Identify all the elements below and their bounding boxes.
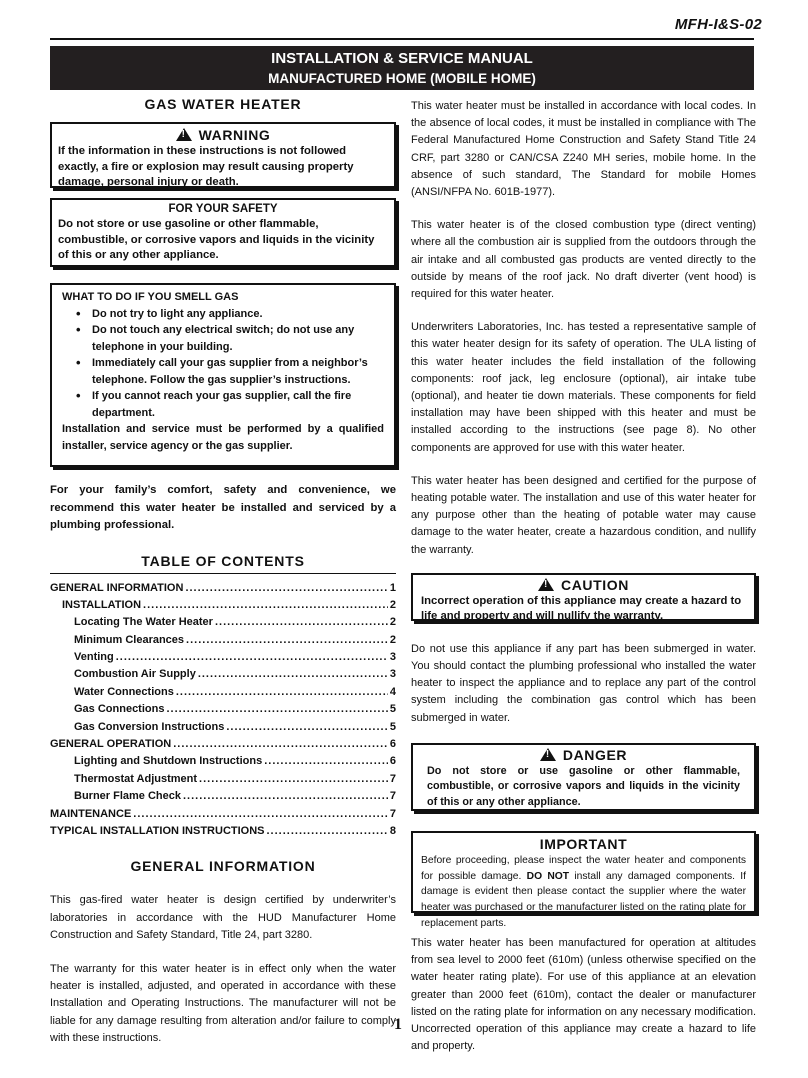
caution-title xyxy=(421,577,746,594)
safety-box xyxy=(50,198,396,267)
toc-entry[interactable] xyxy=(50,753,396,770)
caution-box xyxy=(411,573,756,621)
toc-entry[interactable] xyxy=(50,701,396,718)
toc-entry-label: Gas Conversion Instructions xyxy=(74,720,225,733)
caution-title-text: CAUTION xyxy=(561,576,629,593)
submerged-paragraph: Do not use this appliance if any part has been submerged in water. You should contact the plumbing professional who installed the water heater to inspect the appliance and to replace any part of the control system including the combination gas control which has been submerged in water. xyxy=(411,642,756,724)
toc-entry-label: MAINTENANCE xyxy=(50,807,132,820)
toc-entry-label: Combustion Air Supply xyxy=(74,668,196,681)
toc-entry-label: GENERAL OPERATION xyxy=(50,738,172,751)
manual-subtitle: MANUFACTURED HOME (MOBILE HOME) xyxy=(268,71,536,86)
toc-entry-page: 2 xyxy=(389,616,396,629)
toc-entry-page: 2 xyxy=(389,598,396,611)
toc-entry-page: 2 xyxy=(389,633,396,646)
safety-body: Do not store or use gasoline or other flammable, combustible, or corrosive vapors and liquids in the vicinity of this or any other appliance. xyxy=(58,218,375,261)
title-banner xyxy=(50,46,754,90)
toc-entry-label: Venting xyxy=(74,651,114,664)
general-info-paragraph-2: The warranty for this water heater is in effect only when the water heater is installed, adjusted, and operated in accordance with these Installation and Operating Instructions. The manufacturer will not be liable for any damage resulting from alteration and/or failure to comply with these instructions. xyxy=(50,962,396,1044)
warning-body: If the information in these instructions is not followed exactly, a fire or explosion may result causing property damage, personal injury or death. xyxy=(58,145,354,188)
toc-entry-label: Thermostat Adjustment xyxy=(74,772,198,785)
toc-entry-label: TYPICAL INSTALLATION INSTRUCTIONS xyxy=(50,824,265,837)
toc-entry[interactable] xyxy=(50,632,396,649)
table-of-contents xyxy=(50,580,396,841)
toc-entry[interactable] xyxy=(50,823,396,840)
manual-title: INSTALLATION & SERVICE MANUAL xyxy=(271,50,533,67)
toc-entry-page: 7 xyxy=(389,807,396,820)
section-heading-gas-water-heater: GAS WATER HEATER xyxy=(144,96,302,112)
toc-entry-page: 4 xyxy=(389,685,396,698)
smell-gas-list xyxy=(62,306,384,422)
toc-entry-label: Water Connections xyxy=(74,685,174,698)
toc-entry[interactable] xyxy=(50,580,396,597)
right-column xyxy=(411,98,756,1055)
toc-divider xyxy=(50,573,396,574)
toc-entry-label: Minimum Clearances xyxy=(74,633,185,646)
combustion-type-paragraph: This water heater is of the closed combustion type (direct venting) where all the combustion air is supplied from the outdoors through the air intake and all combusted gas products are vented directly to the outside by means of the roof jack. No draft diverter (vent hood) is required for this water heater. xyxy=(411,219,756,301)
family-note: For your family’s comfort, safety and convenience, we recommend this water heater be installed and serviced by a plumbing professional. xyxy=(50,484,396,531)
altitude-paragraph: This water heater has been manufactured for operation at altitudes from sea level to 2000 feet (610m) (unless otherwise specified on the water heater rating plate). For use of this appliance at an elevation greater than 2000 feet (610m), contact the dealer or manufacturer listed on the rating plate for information on any necessary modification. Uncorrected operation of this appliance may create a hazard to life and property. xyxy=(411,936,756,1053)
header-rule xyxy=(50,38,754,40)
toc-entry-label: Lighting and Shutdown Instructions xyxy=(74,755,263,768)
toc-entry[interactable] xyxy=(50,719,396,736)
toc-entry-label: Locating The Water Heater xyxy=(74,616,213,629)
toc-entry[interactable] xyxy=(50,771,396,788)
general-information-title: GENERAL INFORMATION xyxy=(130,858,316,875)
document-code: MFH-I&S-02 xyxy=(674,16,762,33)
general-info-paragraph-1: This gas-fired water heater is design certified by underwriter’s laboratories in accordance with the HUD Manufacturer Home Construction and Safety Standard, Title 24, part 3280. xyxy=(50,894,396,941)
toc-entry-page: 3 xyxy=(389,651,396,664)
important-box xyxy=(411,831,756,930)
danger-title-text: DANGER xyxy=(562,746,628,763)
toc-entry-page: 7 xyxy=(389,772,396,785)
toc-entry[interactable] xyxy=(50,614,396,631)
toc-entry-page: 7 xyxy=(389,790,396,803)
important-body xyxy=(421,853,746,932)
toc-entry-page: 6 xyxy=(389,738,396,751)
caution-body: Incorrect operation of this appliance may create a hazard to life and property and will nullify the warranty. xyxy=(421,594,742,623)
toc-entry[interactable] xyxy=(50,684,396,701)
safety-title: FOR YOUR SAFETY xyxy=(168,203,278,215)
toc-entry-label: INSTALLATION xyxy=(62,598,142,611)
warning-title-text: WARNING xyxy=(198,127,271,143)
list-item: • If you cannot reach your gas supplier, call the fire department. xyxy=(76,388,384,421)
caution-triangle-icon xyxy=(538,578,554,591)
toc-entry-label: Burner Flame Check xyxy=(74,790,181,803)
toc-entry-page: 5 xyxy=(389,720,396,733)
toc-entry-page: 5 xyxy=(389,703,396,716)
important-body-emphasis: DO NOT xyxy=(526,870,570,882)
list-item: • Immediately call your gas supplier from a neighbor’s telephone. Follow the gas supplier’s instructions. xyxy=(76,355,384,388)
important-title: IMPORTANT xyxy=(539,835,628,852)
warning-triangle-icon xyxy=(176,128,192,141)
danger-body: Do not store or use gasoline or other flammable, combustible, or corrosive vapors and liquids in the vicinity of this or any other appliance. xyxy=(427,764,740,808)
toc-entry[interactable] xyxy=(50,666,396,683)
page-number: 1 xyxy=(394,1016,402,1033)
toc-entry-page: 8 xyxy=(389,824,396,837)
ul-listing-paragraph: Underwriters Laboratories, Inc. has tested a representative sample of this water heater design for its safety of operation. The ULA listing of this water heater includes the field installation of the following components: roof jack, leg enclosure (optional), air intake tube (optional), and heater tie down materials. These components for field installation may have been shipped with this heater and must be installed according to the instructions (see page 8). No other components are approved for use with this water heater. xyxy=(411,321,756,454)
toc-entry[interactable] xyxy=(50,788,396,805)
local-codes-paragraph: This water heater must be installed in accordance with local codes. In the absence of local codes, it must be installed in compliance with The Federal Manufactured Home Construction and Safety Stand Title 24 CRF, part 3280 or CAN/CSA Z240 MH series, mobile home. In the absence of such standard, The Standard for mobile Homes (ANSI/NFPA No. 601B-1977). xyxy=(411,100,756,199)
potable-water-paragraph: This water heater has been designed and certified for the purpose of heating potable water. The installation and use of this water heater for any purpose other than the heating of potable water may cause damage to the water heater, create a hazardous condition, and nullify the warranty. xyxy=(411,474,756,556)
smell-gas-footer: Installation and service must be performed by a qualified installer, service agency or the gas supplier. xyxy=(62,423,384,452)
toc-entry-page: 6 xyxy=(389,755,396,768)
warning-box xyxy=(50,122,396,188)
toc-entry[interactable] xyxy=(50,806,396,823)
toc-entry-page: 1 xyxy=(389,581,396,594)
list-item: • Do not touch any electrical switch; do not use any telephone in your building. xyxy=(76,322,384,355)
important-body-end: install any damaged components. If damage is evident then please contact the supplier where the water heater was purchased or the manufacturer listed on the rating plate for replacement parts. xyxy=(421,870,746,930)
danger-box xyxy=(411,743,756,811)
left-column xyxy=(50,96,396,1047)
list-item: • Do not try to light any appliance. xyxy=(76,306,384,323)
toc-entry-page: 3 xyxy=(389,668,396,681)
danger-triangle-icon xyxy=(540,748,556,761)
smell-gas-box xyxy=(50,283,396,467)
toc-entry-label: Gas Connections xyxy=(74,703,165,716)
smell-gas-title: WHAT TO DO IF YOU SMELL GAS xyxy=(62,291,239,303)
danger-title xyxy=(427,747,740,764)
toc-entry[interactable] xyxy=(50,736,396,753)
toc-entry[interactable] xyxy=(50,649,396,666)
warning-title xyxy=(58,127,388,144)
toc-entry[interactable] xyxy=(50,597,396,614)
toc-entry-label: GENERAL INFORMATION xyxy=(50,581,184,594)
toc-title: TABLE OF CONTENTS xyxy=(141,552,305,569)
important-body-start: Before proceeding, please inspect the water heater and components for possible damage. xyxy=(421,854,746,882)
